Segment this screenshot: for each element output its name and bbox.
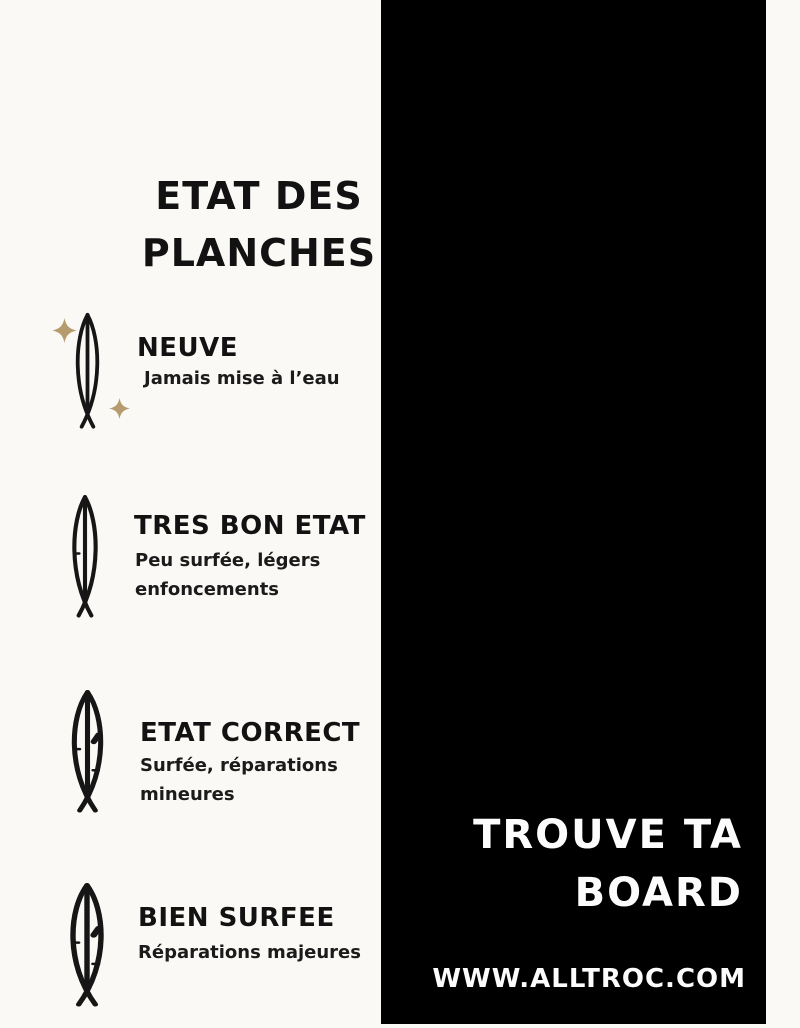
tagline (410, 806, 743, 922)
sparkle-icon (109, 398, 130, 419)
condition-description: Surfée, réparations mineures (140, 755, 338, 805)
page-title (128, 168, 390, 282)
surfboard-heavily-used-icon (62, 882, 112, 1007)
condition-label-bien-surfee: BIEN SURFEE (138, 903, 335, 933)
condition-description: Jamais mise à l’eau (144, 368, 340, 389)
condition-label-etat-correct: ETAT CORRECT (140, 718, 361, 748)
condition-label-neuve: NEUVE (137, 333, 239, 363)
tagline-line2: BOARD (574, 870, 743, 916)
surfboard-new-icon (70, 312, 105, 429)
page-title-line1: ETAT DES (155, 174, 363, 218)
condition-label-tres-bon-etat: TRES BON ETAT (134, 511, 366, 541)
condition-description: Peu surfée, légers enfoncements (135, 550, 321, 600)
condition-description: Réparations majeures (138, 942, 361, 963)
surfboard-lightly-used-icon (66, 494, 104, 618)
tagline-line1: TROUVE TA (473, 812, 743, 858)
page-title-line2: PLANCHES (141, 231, 377, 275)
surfboard-used-icon (64, 689, 111, 813)
website-url: WWW.ALLTROC.COM (432, 964, 746, 994)
